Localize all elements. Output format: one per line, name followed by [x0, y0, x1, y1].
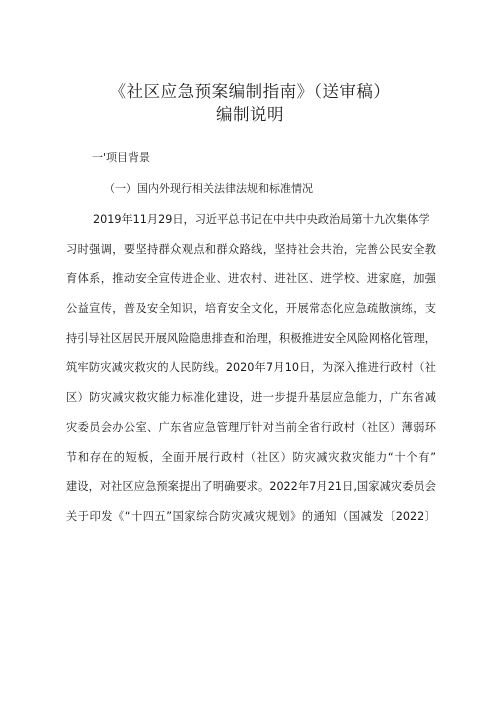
paragraph-line: 习时强调，要坚持群众观点和群众路线，坚持社会共治，完善公民安全教: [66, 242, 436, 256]
paragraph-line: 区）防灾减灾救灾能力标准化建设，进一步提升基层应急能力，广东省减: [66, 391, 436, 405]
paragraph-line: 节和存在的短板，全面开展行政村（社区）防灾减灾救灾能力“十个有”: [66, 450, 436, 464]
paragraph-line: 建设，对社区应急预案提出了明确要求。2022年7月21日,国家减灾委员会: [66, 480, 436, 494]
paragraph-line: 持引导社区居民开展风险隐患排查和治理，积极推进安全风险网格化管理，: [66, 331, 436, 345]
section-heading: 一'项目背景: [92, 151, 151, 164]
paragraph-line: 育体系，推动安全宣传进企业、进农村、进社区、进学校、进家庭，加强: [66, 272, 436, 286]
paragraph-line: 灾委员会办公室、广东省应急管理厅针对当前全省行政村（社区）薄弱环: [66, 420, 436, 434]
paragraph-line: 2019年11月29日，习近平总书记在中共中央政治局第十九次集体学: [93, 213, 430, 226]
document-subtitle: 编制说明: [216, 105, 284, 124]
body-paragraph: [66, 205, 436, 532]
subsection-heading: （一）国内外现行相关法律法规和标准情况: [104, 182, 313, 195]
paragraph-line: 筑牢防灾减灾救灾的人民防线。2020年7月10日，为深入推进行政村（社: [66, 361, 436, 375]
document-title: 《社区应急预案编制指南》（送审稿）: [109, 82, 391, 101]
paragraph-line: 公益宣传，普及安全知识，培育安全文化，开展常态化应急疏散演练，支: [66, 302, 436, 316]
paragraph-line: 关于印发《“十四五”国家综合防灾减灾规划》的通知（国减发〔2022〕: [66, 509, 436, 523]
